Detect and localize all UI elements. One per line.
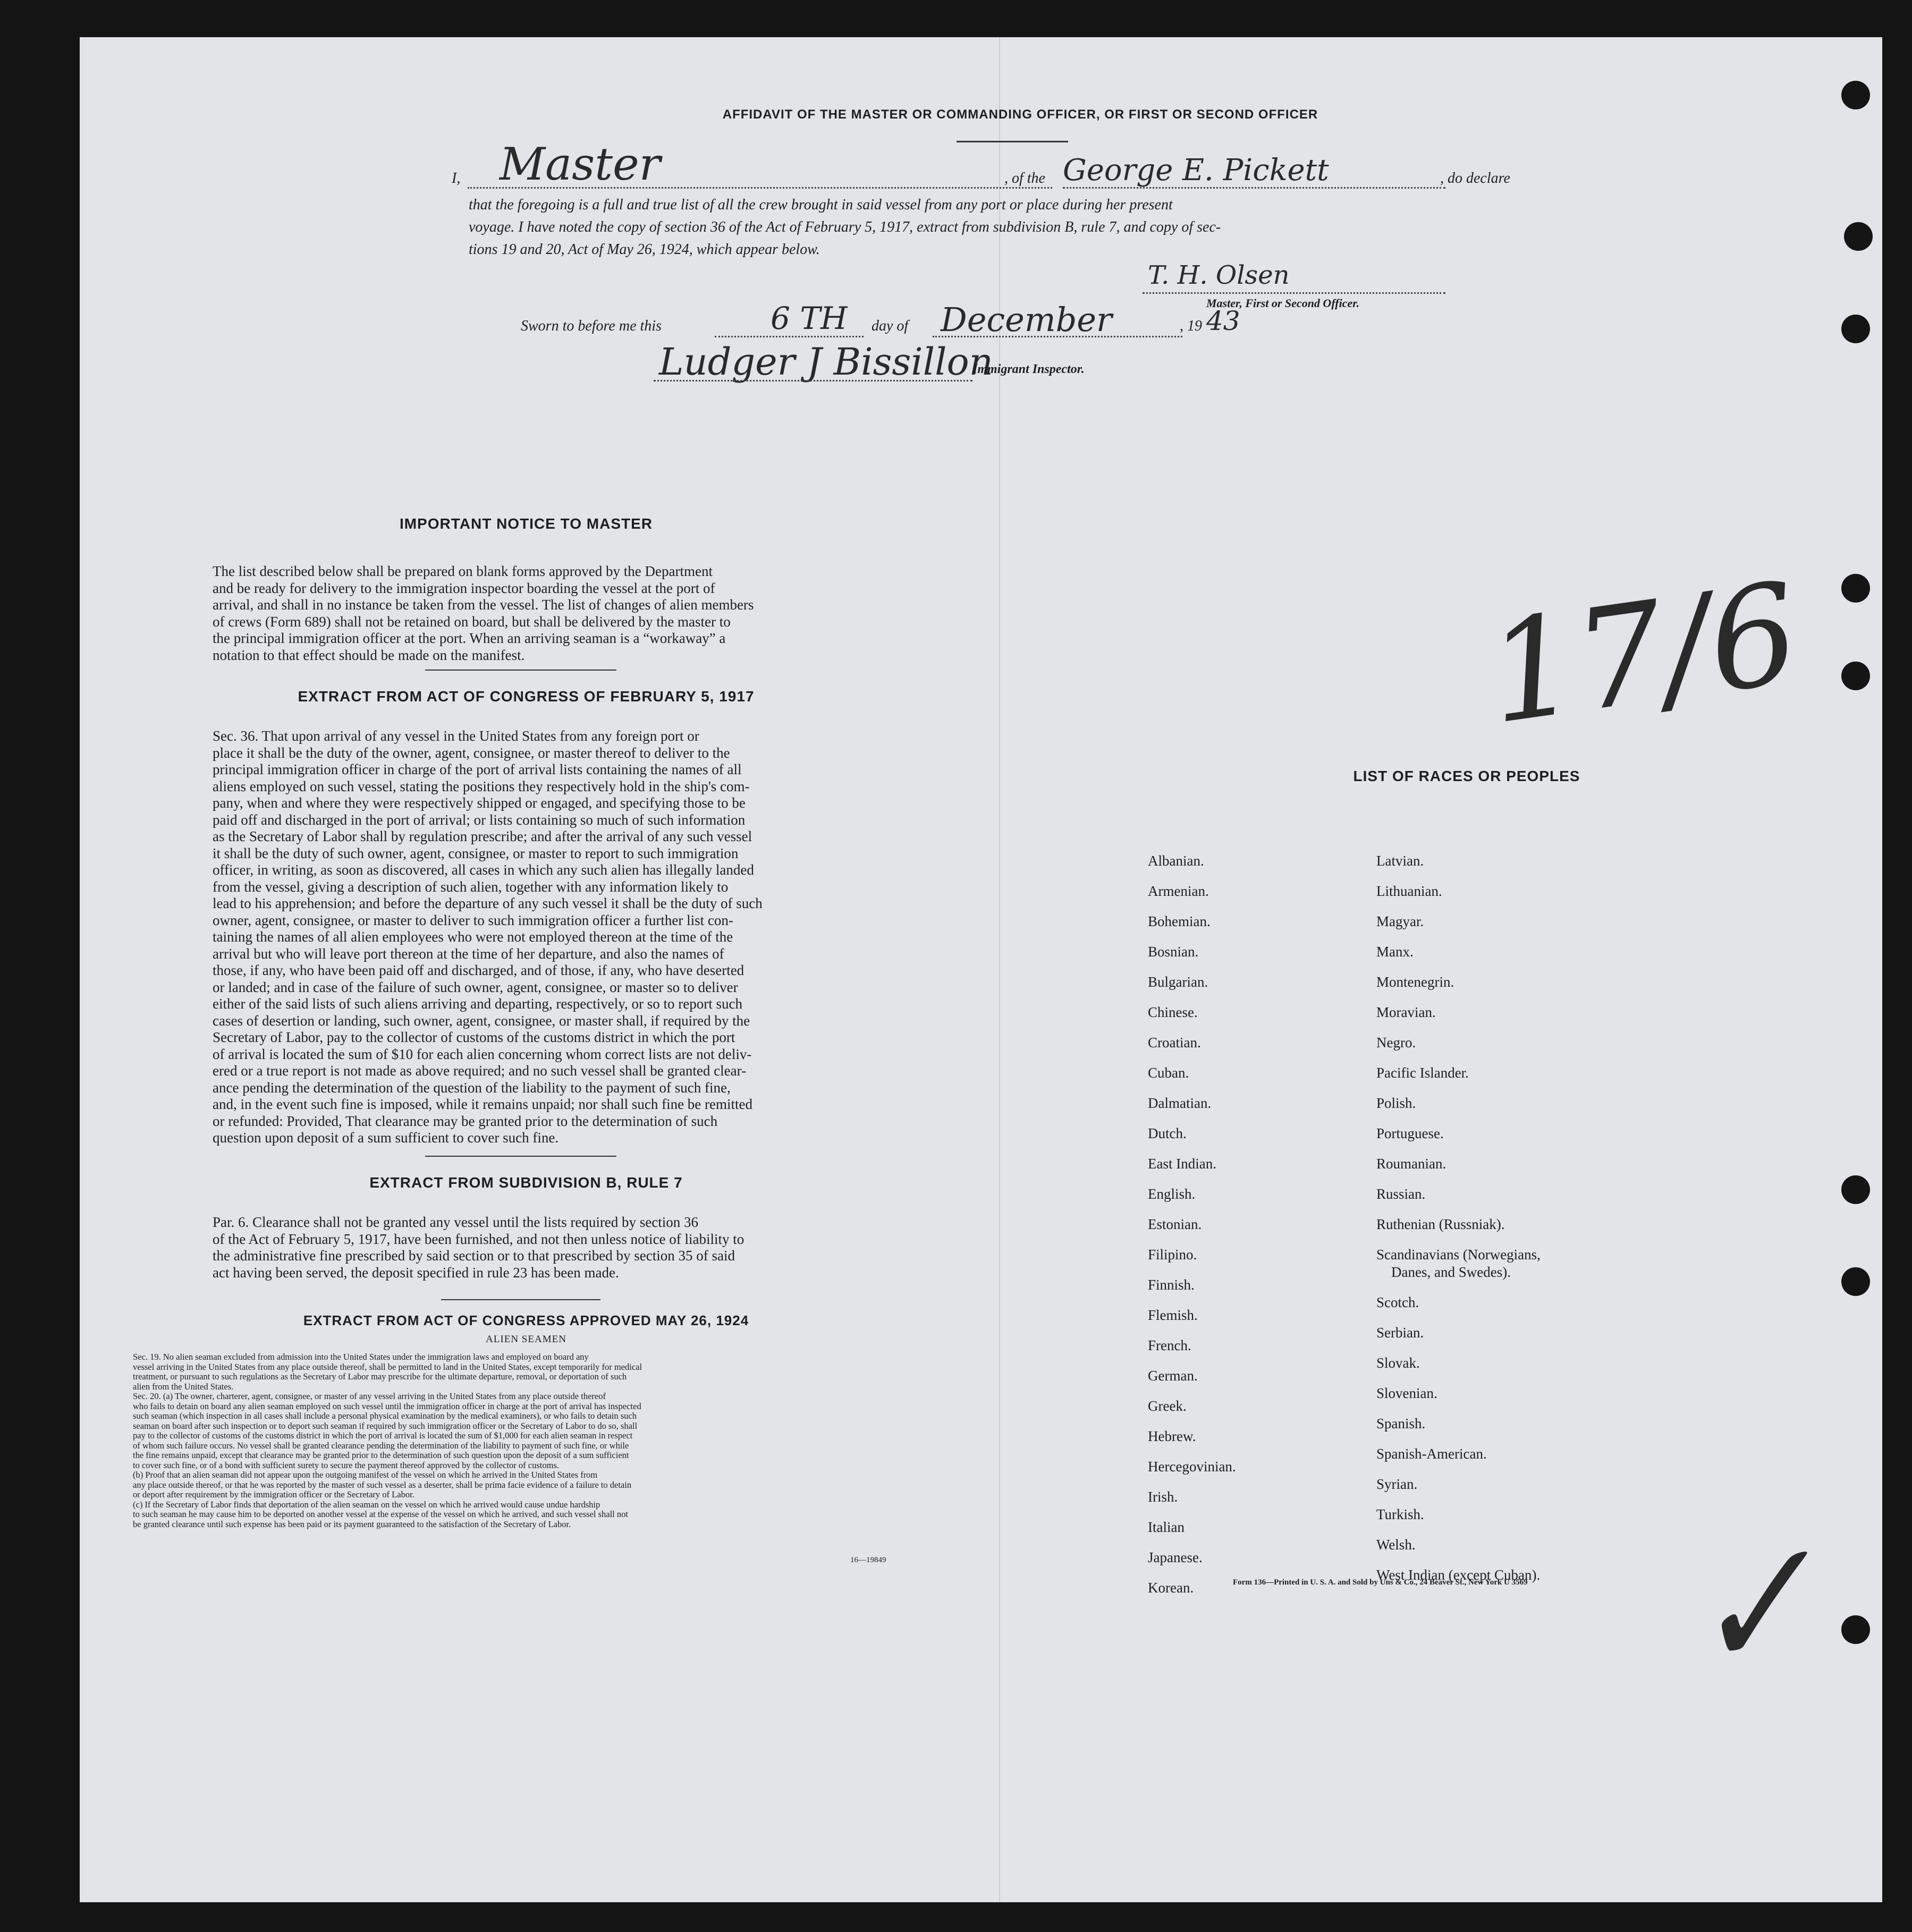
text-line: any place outside thereof, or that he was reported by the master of such vessel as a deserter, shall be prima facie evidence of a failure to detain bbox=[133, 1479, 632, 1490]
race-item: Turkish. bbox=[1376, 1506, 1424, 1522]
text-line: Sec. 20. (a) The owner, charterer, agent, consignee, or master of any vessel arriving in the United States from any place outside thereof bbox=[133, 1391, 606, 1401]
race-item: Slovenian. bbox=[1376, 1385, 1437, 1401]
text-line: (c) If the Secretary of Labor finds that deportation of the alien seaman on the vessel on which he arrived would cause undue hardship bbox=[133, 1499, 600, 1510]
text-line: from the vessel, giving a description of such alien, together with any information likely to bbox=[213, 878, 729, 895]
text-line: or landed; and in case of the failure of such owner, agent, consignee, or master so to deliver bbox=[213, 979, 738, 995]
binder-hole bbox=[1841, 1615, 1870, 1644]
text-line: and be ready for delivery to the immigration inspector boarding the vessel at the port of bbox=[213, 580, 715, 596]
extract-1924-title: EXTRACT FROM ACT OF CONGRESS APPROVED MAY 26, 1924 bbox=[303, 1312, 749, 1328]
text-line: (b) Proof that an alien seaman did not appear upon the outgoing manifest of the vessel on which he arrived in the United States from bbox=[133, 1470, 598, 1480]
day-handwriting: 6 TH bbox=[771, 300, 848, 336]
day-of-label: day of bbox=[872, 318, 909, 334]
text-line: cases of desertion or landing, such owner, agent, consignee, or master shall, if required by the bbox=[213, 1012, 750, 1029]
race-item: Magyar. bbox=[1376, 913, 1424, 929]
race-item: Armenian. bbox=[1148, 883, 1209, 899]
notice-title: IMPORTANT NOTICE TO MASTER bbox=[399, 515, 653, 532]
text-line: to such seaman he may cause him to be deported on another vessel at the expense of the vessel on which he arrived, and such vessel shall not bbox=[133, 1509, 628, 1519]
text-line: of the Act of February 5, 1917, have been furnished, and not then unless notice of liability to bbox=[213, 1231, 745, 1247]
text-line: those, if any, who have been paid off and discharged, and of those, if any, who have deserted bbox=[213, 962, 745, 978]
race-item: Latvian. bbox=[1376, 853, 1424, 869]
text-line: and, in the event such fine is imposed, while it remains unpaid; nor shall such fine be remitted bbox=[213, 1096, 753, 1112]
section-rule-3 bbox=[441, 1299, 600, 1300]
extract-rule7-title: EXTRACT FROM SUBDIVISION B, RULE 7 bbox=[369, 1174, 683, 1191]
races-title: LIST OF RACES OR PEOPLES bbox=[1353, 768, 1580, 784]
text-line: either of the said lists of such aliens arriving and departing, respectively, or so to report such bbox=[213, 996, 742, 1012]
race-item: Pacific Islander. bbox=[1376, 1065, 1469, 1081]
text-line: taining the names of all alien employees who were not employed thereon at the time of the bbox=[213, 929, 733, 945]
signature-caption: Master, First or Second Officer. bbox=[1206, 296, 1360, 310]
binder-hole bbox=[1841, 1267, 1870, 1296]
text-line: treatment, or pursuant to such regulations as the Secretary of Labor may prescribe for the ultimate departure, removal, or deportation of such bbox=[133, 1371, 627, 1382]
race-item: Croatian. bbox=[1148, 1035, 1201, 1050]
text-line: it shall be the duty of such owner, agent, consignee, or master to report to such immigration bbox=[213, 845, 739, 861]
inspector-line bbox=[654, 380, 972, 382]
notice-body bbox=[213, 563, 898, 664]
extract-1924-subtitle: ALIEN SEAMEN bbox=[486, 1334, 566, 1345]
text-line: or refunded: Provided, That clearance may be granted prior to the determination of such bbox=[213, 1113, 718, 1129]
master-handwriting: Master bbox=[500, 138, 661, 190]
race-item: Spanish-American. bbox=[1376, 1446, 1487, 1462]
section-rule-2 bbox=[425, 1156, 616, 1157]
race-item: Bulgarian. bbox=[1148, 974, 1208, 990]
check-mark-handwriting: ✓ bbox=[1669, 1504, 1833, 1710]
race-item: Syrian. bbox=[1376, 1476, 1418, 1492]
extract-1917-body bbox=[213, 728, 898, 1147]
text-line: notation to that effect should be made on the manifest. bbox=[213, 647, 525, 663]
text-line: place it shall be the duty of the owner, agent, consignee, or master thereof to deliver to the bbox=[213, 744, 730, 761]
text-line: question upon deposit of a sum sufficient to cover such fine. bbox=[213, 1130, 559, 1146]
text-line: of crews (Form 689) shall not be retained on board, but shall be delivered by the master to bbox=[213, 613, 731, 630]
race-item: Polish. bbox=[1376, 1095, 1416, 1111]
text-line: Par. 6. Clearance shall not be granted any vessel until the lists required by section 36 bbox=[213, 1214, 699, 1230]
text-line: arrival but who will leave port thereon at the time of her departure, and also the names of bbox=[213, 945, 724, 962]
race-item: Filipino. bbox=[1148, 1247, 1197, 1262]
race-item: Bosnian. bbox=[1148, 944, 1199, 960]
form-footer: Form 136—Printed in U. S. A. and Sold by Uns & Co., 24 Beaver St., New York U 3569 bbox=[1233, 1578, 1528, 1587]
race-item: Irish. bbox=[1148, 1489, 1178, 1505]
race-item: German. bbox=[1148, 1368, 1198, 1384]
title-rule bbox=[957, 141, 1068, 142]
race-item: Flemish. bbox=[1148, 1307, 1198, 1323]
text-line: seaman on board after such inspection or to deport such seaman if required by such immigration officer or the Secretary of Labor to do so, shall bbox=[133, 1420, 638, 1431]
of-the-label: , of the bbox=[1004, 170, 1045, 187]
race-item: Scandinavians (Norwegians, bbox=[1376, 1247, 1541, 1262]
race-item: Serbian. bbox=[1376, 1325, 1424, 1341]
extract-rule7-body bbox=[213, 1214, 898, 1281]
text-line: the principal immigration officer at the port. When an arriving seaman is a “workaway” a bbox=[213, 630, 726, 646]
race-item: Spanish. bbox=[1376, 1416, 1426, 1431]
affidavit-title: AFFIDAVIT OF THE MASTER OR COMMANDING OFFICER, OR FIRST OR SECOND OFFICER bbox=[722, 107, 1318, 122]
race-item: West Indian (except Cuban). bbox=[1376, 1567, 1541, 1583]
binder-hole bbox=[1841, 315, 1870, 343]
master-signature: T. H. Olsen bbox=[1148, 260, 1290, 290]
binder-hole bbox=[1841, 81, 1870, 109]
race-item: Negro. bbox=[1376, 1035, 1416, 1050]
document-page bbox=[80, 37, 1882, 1902]
race-item: Montenegrin. bbox=[1376, 974, 1454, 990]
year-prefix: , 19 bbox=[1180, 318, 1202, 334]
vessel-handwriting: George E. Pickett bbox=[1063, 153, 1329, 188]
race-item: English. bbox=[1148, 1186, 1196, 1202]
text-line: Sec. 19. No alien seaman excluded from admission into the United States under the immigration laws and employed on board any bbox=[133, 1352, 589, 1362]
text-line: pany, when and where they were respectively shipped or engaged, and specifying those to be bbox=[213, 795, 746, 811]
race-item: Manx. bbox=[1376, 944, 1414, 960]
text-line: ance pending the determination of the question of the liability to the payment of such fine, bbox=[213, 1079, 731, 1096]
race-item: Cuban. bbox=[1148, 1065, 1189, 1081]
text-line: the fine remains unpaid, except that clearance may be granted prior to the determination of such question upon the deposit of a sum sufficient bbox=[133, 1450, 629, 1460]
inspector-caption: Immigrant Inspector. bbox=[972, 362, 1085, 376]
text-line: ered or a true report is not made as above required; and no such vessel shall be granted clear- bbox=[213, 1063, 747, 1079]
race-item: Finnish. bbox=[1148, 1277, 1195, 1293]
race-item: Italian bbox=[1148, 1519, 1185, 1535]
form-number: 16—19849 bbox=[850, 1556, 886, 1564]
text-line: as the Secretary of Labor shall by regulation prescribe; and after the arrival of any such vessel bbox=[213, 828, 752, 844]
text-line: of whom such failure occurs. No vessel shall be granted clearance pending the determination of the liability to payment of such fine, or while bbox=[133, 1440, 629, 1451]
affidavit-line-4: tions 19 and 20, Act of May 26, 1924, which appear below. bbox=[469, 241, 820, 258]
text-line: lead to his apprehension; and before the departure of any such vessel it shall be the duty of such bbox=[213, 895, 763, 911]
race-item: Roumanian. bbox=[1376, 1156, 1446, 1172]
extract-1917-title: EXTRACT FROM ACT OF CONGRESS OF FEBRUARY 5, 1917 bbox=[298, 688, 755, 705]
race-item: Estonian. bbox=[1148, 1216, 1202, 1232]
race-item: Scotch. bbox=[1376, 1294, 1419, 1310]
text-line: alien from the United States. bbox=[133, 1381, 234, 1392]
binder-hole bbox=[1841, 662, 1870, 690]
binder-hole bbox=[1844, 222, 1873, 251]
text-line: act having been served, the deposit specified in rule 23 has been made. bbox=[213, 1264, 619, 1281]
month-handwriting: December bbox=[941, 300, 1112, 339]
extract-1924-body bbox=[133, 1352, 946, 1529]
race-item: Danes, and Swedes). bbox=[1391, 1264, 1511, 1280]
text-line: principal immigration officer in charge of the port of arrival lists containing the names of all bbox=[213, 761, 742, 777]
race-item: Russian. bbox=[1376, 1186, 1426, 1202]
race-item: Japanese. bbox=[1148, 1549, 1203, 1565]
text-line: The list described below shall be prepared on blank forms approved by the Department bbox=[213, 563, 713, 579]
race-item: Moravian. bbox=[1376, 1004, 1436, 1020]
text-line: the administrative fine prescribed by said section or to that prescribed by section 35 of said bbox=[213, 1248, 735, 1264]
text-line: vessel arriving in the United States from any place outside thereof, shall be permitted to land in the United States, except temporarily for medical bbox=[133, 1361, 642, 1372]
inspector-signature: Ludger J Bissillon bbox=[659, 340, 993, 384]
binder-hole bbox=[1841, 1175, 1870, 1204]
sworn-label: Sworn to before me this bbox=[521, 318, 662, 334]
text-line: Secretary of Labor, pay to the collector of customs of the customs district in which the port bbox=[213, 1029, 735, 1045]
text-line: owner, agent, consignee, or master to deliver to such immigration officer a further list con- bbox=[213, 912, 733, 928]
affidavit-line-3: voyage. I have noted the copy of section 36 of the Act of February 5, 1917, extract from subdivision B, rule 7, and copy of sec- bbox=[469, 219, 1221, 235]
i-label: I, bbox=[452, 170, 461, 187]
race-item: Lithuanian. bbox=[1376, 883, 1442, 899]
race-item: Welsh. bbox=[1376, 1537, 1416, 1553]
page-number-handwriting: 17/6 bbox=[1478, 553, 1808, 756]
race-item: Bohemian. bbox=[1148, 913, 1211, 929]
text-line: or deport after requirement by the immigration officer or the Secretary of Labor. bbox=[133, 1489, 414, 1499]
year-handwriting: 43 bbox=[1206, 306, 1240, 336]
text-line: officer, in writing, as soon as discovered, all cases in which any such alien has illegally landed bbox=[213, 862, 754, 878]
race-item: Slovak. bbox=[1376, 1355, 1420, 1371]
text-line: arrival, and shall in no instance be taken from the vessel. The list of changes of alien members bbox=[213, 597, 754, 613]
race-item: Korean. bbox=[1148, 1580, 1194, 1596]
signature-line bbox=[1143, 292, 1445, 294]
do-declare-label: , do declare bbox=[1440, 170, 1510, 187]
race-item: Albanian. bbox=[1148, 853, 1204, 869]
affidavit-line-2: that the foregoing is a full and true list of all the crew brought in said vessel from any port or place during her present bbox=[469, 197, 1173, 213]
race-item: Portuguese. bbox=[1376, 1125, 1444, 1141]
text-line: aliens employed on such vessel, stating the positions they respectively hold in the ship's com- bbox=[213, 778, 750, 794]
race-item: Ruthenian (Russniak). bbox=[1376, 1216, 1505, 1232]
text-line: who fails to detain on board any alien seaman employed on such vessel until the immigration officer in charge at the port of arrival has inspected bbox=[133, 1401, 641, 1411]
text-line: of arrival is located the sum of $10 for each alien concerning whom correct lists are not deliv- bbox=[213, 1046, 752, 1062]
binder-hole bbox=[1841, 574, 1870, 603]
race-item: Chinese. bbox=[1148, 1004, 1198, 1020]
text-line: such seaman (which inspection in all cases shall include a personal physical examination by the medical examiners), or who fails to detain such bbox=[133, 1411, 637, 1421]
race-item: Dalmatian. bbox=[1148, 1095, 1212, 1111]
text-line: pay to the collector of customs of the customs district in which the port of arrival is located the sum of $1,000 for each alien seaman in respect bbox=[133, 1430, 633, 1440]
race-item: Greek. bbox=[1148, 1398, 1187, 1414]
race-item: Hebrew. bbox=[1148, 1428, 1196, 1444]
race-item: Hercegovinian. bbox=[1148, 1459, 1236, 1475]
race-item: French. bbox=[1148, 1337, 1191, 1353]
section-rule-1 bbox=[425, 670, 616, 671]
text-line: paid off and discharged in the port of arrival; or lists containing so much of such information bbox=[213, 811, 746, 828]
race-item: East Indian. bbox=[1148, 1156, 1216, 1172]
text-line: to cover such fine, or of a bond with sufficient surety to secure the payment thereof approved by the collector of customs. bbox=[133, 1460, 559, 1470]
race-item: Dutch. bbox=[1148, 1125, 1187, 1141]
text-line: Sec. 36. That upon arrival of any vessel in the United States from any foreign port or bbox=[213, 728, 699, 744]
text-line: be granted clearance until such expense has been paid or its payment guaranteed to the satisfaction of the Secretary of Labor. bbox=[133, 1519, 571, 1529]
